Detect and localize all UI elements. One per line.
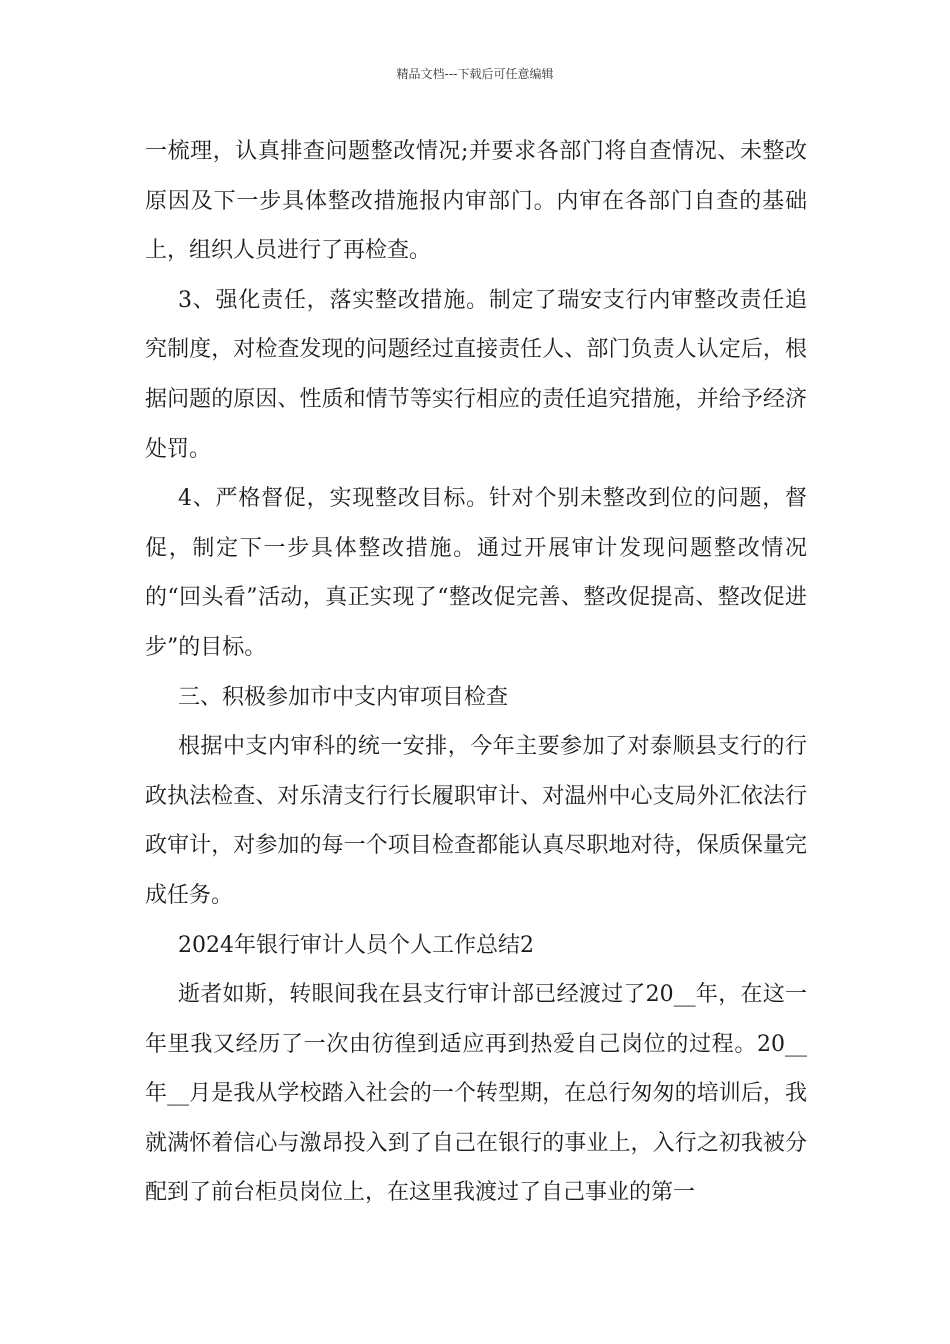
article-title-2: 2024年银行审计人员个人工作总结2 [178,932,534,958]
paragraph-5: 逝者如斯，转眼间我在县支行审计部已经渡过了20__年，在这一年里我又经历了一次由彷徨到适应再到热爱自己岗位的过程。20__年__月是我从学校踏入社会的一个转型期，在总行匆匆的培训后，我就满怀着信心与激昂投入到了自己在银行的事业上，入行之初我被分配到了前台柜员岗位上，在这里我渡过了自己事业的第一 [145,982,807,1206]
section-heading-3: 三、积极参加市中支内审项目检查 [178,684,509,710]
paragraph-3: 4、严格督促，实现整改目标。针对个别未整改到位的问题，督促，制定下一步具体整改措施。通过开展审计发现问题整改情况的“回头看”活动，真正实现了“整改促完善、整改促提高、整改促进步”的目标。 [145,486,807,660]
paragraph-2: 3、强化责任，落实整改措施。制定了瑞安支行内审整改责任追究制度，对检查发现的问题经过直接责任人、部门负责人认定后，根据问题的原因、性质和情节等实行相应的责任追究措施，并给予经济处罚。 [145,287,807,462]
document-body [145,127,807,1218]
page-header: 精品文档---下载后可任意编辑 [396,67,554,81]
paragraph-1: 一梳理，认真排查问题整改情况;并要求各部门将自查情况、未整改原因及下一步具体整改措施报内审部门。内审在各部门自查的基础上，组织人员进行了再检查。 [145,139,807,264]
paragraph-4: 根据中支内审科的统一安排，今年主要参加了对泰顺县支行的行政执法检查、对乐清支行行长履职审计、对温州中心支局外汇依法行政审计，对参加的每一个项目检查都能认真尽职地对待，保质保量完成任务。 [145,734,807,908]
